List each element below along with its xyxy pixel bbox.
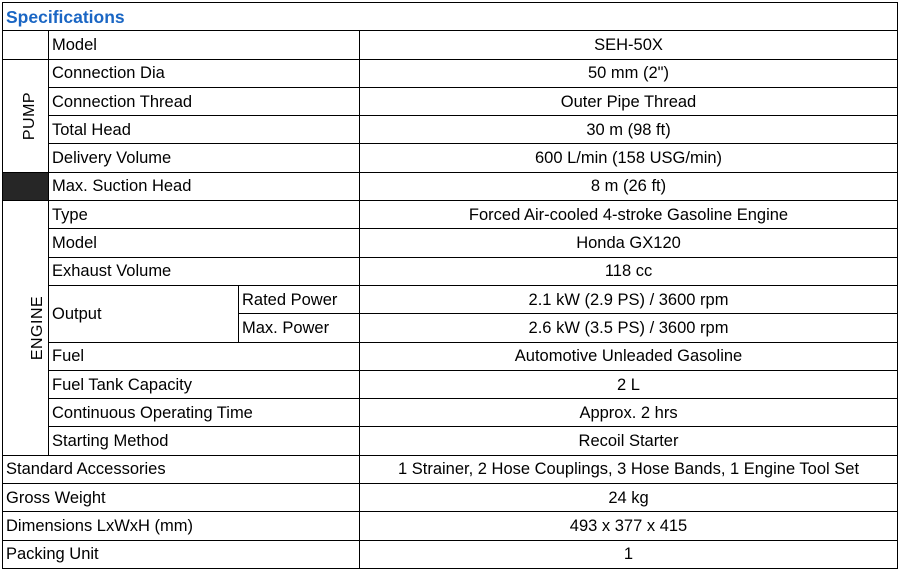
row-value: Automotive Unleaded Gasoline	[360, 342, 898, 370]
row-label: Max. Suction Head	[49, 172, 360, 200]
row-value: 1 Strainer, 2 Hose Couplings, 3 Hose Bands, 1 Engine Tool Set	[360, 455, 898, 483]
row-label: Gross Weight	[3, 484, 360, 512]
row-value: 30 m (98 ft)	[360, 116, 898, 144]
row-label: Type	[49, 201, 360, 229]
row-label: Starting Method	[49, 427, 360, 455]
table-row	[3, 59, 898, 87]
table-row	[3, 116, 898, 144]
row-label: Exhaust Volume	[49, 257, 360, 285]
row-label: Total Head	[49, 116, 360, 144]
table-row	[3, 229, 898, 257]
table-row	[3, 370, 898, 398]
row-label: Fuel Tank Capacity	[49, 370, 360, 398]
row-value: 24 kg	[360, 484, 898, 512]
row-value: 2.1 kW (2.9 PS) / 3600 rpm	[360, 285, 898, 313]
row-label: Delivery Volume	[49, 144, 360, 172]
row-value: Recoil Starter	[360, 427, 898, 455]
row-label: Model	[49, 31, 360, 59]
specifications-table	[2, 2, 898, 569]
row-label: Connection Dia	[49, 59, 360, 87]
row-value: SEH-50X	[360, 31, 898, 59]
empty-cell	[3, 31, 49, 59]
sub-label: Max. Power	[239, 314, 360, 342]
row-label: Dimensions LxWxH (mm)	[3, 512, 360, 540]
table-row	[3, 144, 898, 172]
table-row	[3, 342, 898, 370]
row-value: 2 L	[360, 370, 898, 398]
row-value: Forced Air-cooled 4-stroke Gasoline Engine	[360, 201, 898, 229]
row-label: Standard Accessories	[3, 455, 360, 483]
title-row	[3, 3, 898, 31]
row-value: 493 x 377 x 415	[360, 512, 898, 540]
table-row	[3, 285, 898, 313]
row-value: 2.6 kW (3.5 PS) / 3600 rpm	[360, 314, 898, 342]
table-row	[3, 540, 898, 568]
engine-section-label: ENGINE	[3, 201, 49, 456]
row-value: 118 cc	[360, 257, 898, 285]
table-row	[3, 512, 898, 540]
row-label: Fuel	[49, 342, 360, 370]
table-row	[3, 87, 898, 115]
table-row	[3, 172, 898, 200]
row-label: Continuous Operating Time	[49, 399, 360, 427]
dark-cell	[3, 172, 49, 200]
row-value: 50 mm (2")	[360, 59, 898, 87]
row-value: 8 m (26 ft)	[360, 172, 898, 200]
row-value: Approx. 2 hrs	[360, 399, 898, 427]
table-row	[3, 257, 898, 285]
table-row	[3, 201, 898, 229]
table-row	[3, 427, 898, 455]
table-title: Specifications	[3, 3, 898, 31]
row-label: Packing Unit	[3, 540, 360, 568]
sub-label: Rated Power	[239, 285, 360, 313]
row-value: Honda GX120	[360, 229, 898, 257]
row-label: Model	[49, 229, 360, 257]
row-value: Outer Pipe Thread	[360, 87, 898, 115]
table-row	[3, 484, 898, 512]
row-label: Connection Thread	[49, 87, 360, 115]
pump-section-label: PUMP	[3, 59, 49, 172]
table-row	[3, 455, 898, 483]
row-value: 600 L/min (158 USG/min)	[360, 144, 898, 172]
row-label: Output	[49, 285, 239, 342]
table-row	[3, 399, 898, 427]
row-value: 1	[360, 540, 898, 568]
table-row	[3, 31, 898, 59]
